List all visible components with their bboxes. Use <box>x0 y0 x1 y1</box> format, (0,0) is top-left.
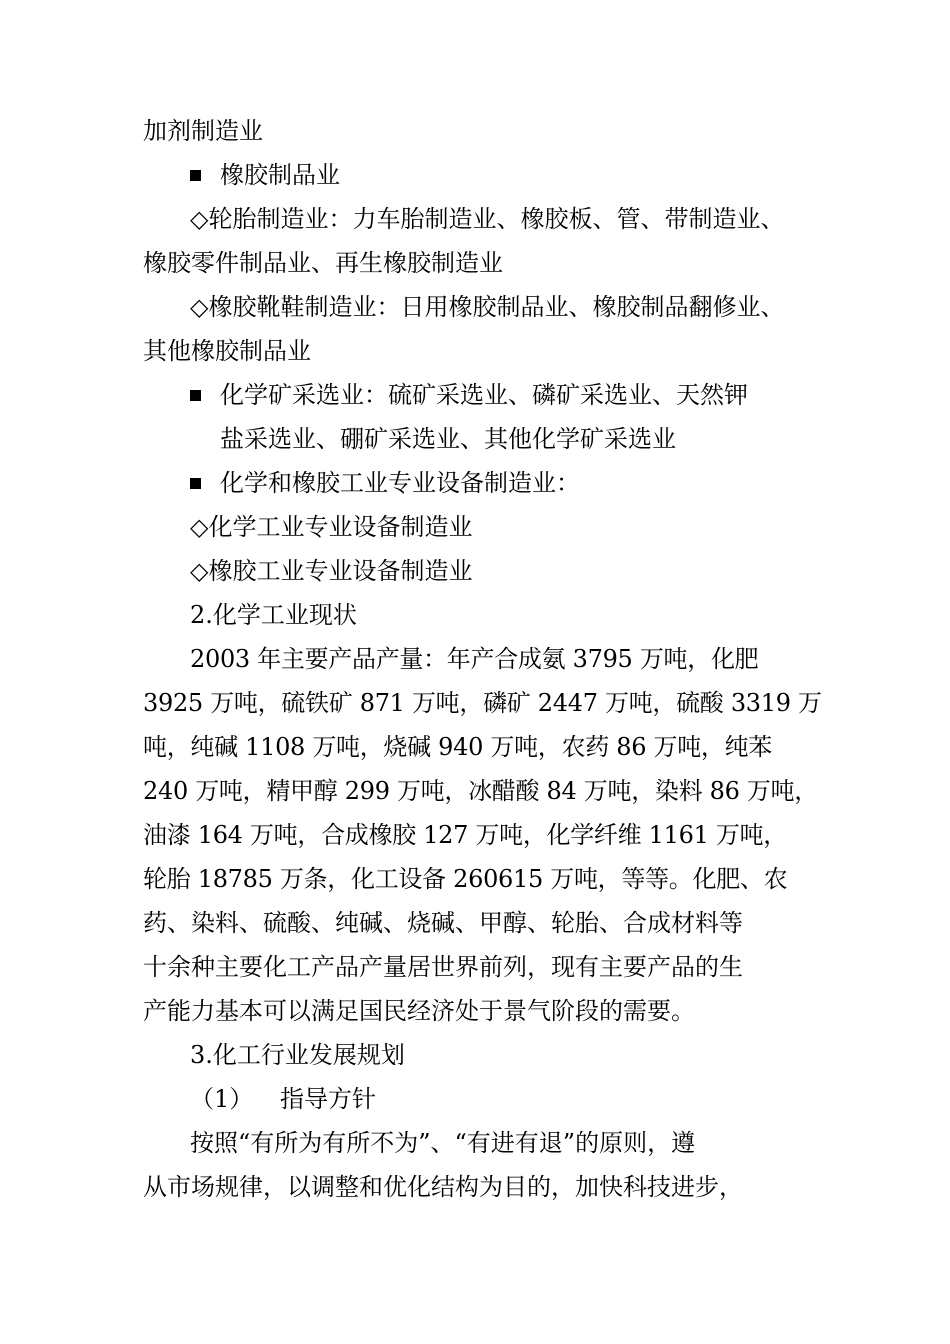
bullet-square-icon <box>190 170 201 181</box>
text-line: ◇橡胶靴鞋制造业：日用橡胶制品业、橡胶制品翻修业、 <box>190 293 785 321</box>
text-line: 十余种主要化工产品产量居世界前列，现有主要产品的生 <box>143 953 743 981</box>
subsection-number: （1） <box>190 1085 254 1113</box>
text-line: 其他橡胶制品业 <box>143 337 311 365</box>
bullet-square-icon <box>190 390 201 401</box>
text-line: 吨，纯碱 1108 万吨，烧碱 940 万吨，农药 86 万吨，纯苯 <box>143 733 772 761</box>
text-line: ◇轮胎制造业：力车胎制造业、橡胶板、管、带制造业、 <box>190 205 785 233</box>
bullet-square-icon <box>190 478 201 489</box>
text-line: 产能力基本可以满足国民经济处于景气阶段的需要。 <box>143 997 695 1025</box>
text-line: 轮胎 18785 万条，化工设备 260615 万吨，等等。化肥、农 <box>143 865 788 893</box>
text-line: 橡胶零件制品业、再生橡胶制造业 <box>143 249 503 277</box>
text-line: 按照“有所为有所不为”、“有进有退”的原则，遵 <box>190 1129 696 1157</box>
text-line: 药、染料、硫酸、纯碱、烧碱、甲醇、轮胎、合成材料等 <box>143 909 743 937</box>
text-line: ◇化学工业专业设备制造业 <box>190 513 473 541</box>
text-line: 油漆 164 万吨，合成橡胶 127 万吨，化学纤维 1161 万吨， <box>143 821 787 849</box>
text-line: 从市场规律，以调整和优化结构为目的，加快科技进步， <box>143 1173 743 1201</box>
text-line: 3925 万吨，硫铁矿 871 万吨，磷矿 2447 万吨，硫酸 3319 万 <box>143 689 822 717</box>
section-heading: 3.化工行业发展规划 <box>190 1041 405 1069</box>
subsection-heading: 指导方针 <box>280 1085 376 1113</box>
text-line: 加剂制造业 <box>143 117 263 145</box>
text-line: ◇橡胶工业专业设备制造业 <box>190 557 473 585</box>
section-heading: 2.化学工业现状 <box>190 601 357 629</box>
text-line: 240 万吨，精甲醇 299 万吨，冰醋酸 84 万吨，染料 86 万吨， <box>143 777 818 805</box>
bullet-heading: 化学矿采选业：硫矿采选业、磷矿采选业、天然钾 <box>220 381 748 409</box>
bullet-heading: 橡胶制品业 <box>220 161 340 189</box>
bullet-heading: 化学和橡胶工业专业设备制造业： <box>220 469 580 497</box>
text-line: 盐采选业、硼矿采选业、其他化学矿采选业 <box>220 425 676 453</box>
text-line: 2003 年主要产品产量：年产合成氨 3795 万吨，化肥 <box>190 645 759 673</box>
